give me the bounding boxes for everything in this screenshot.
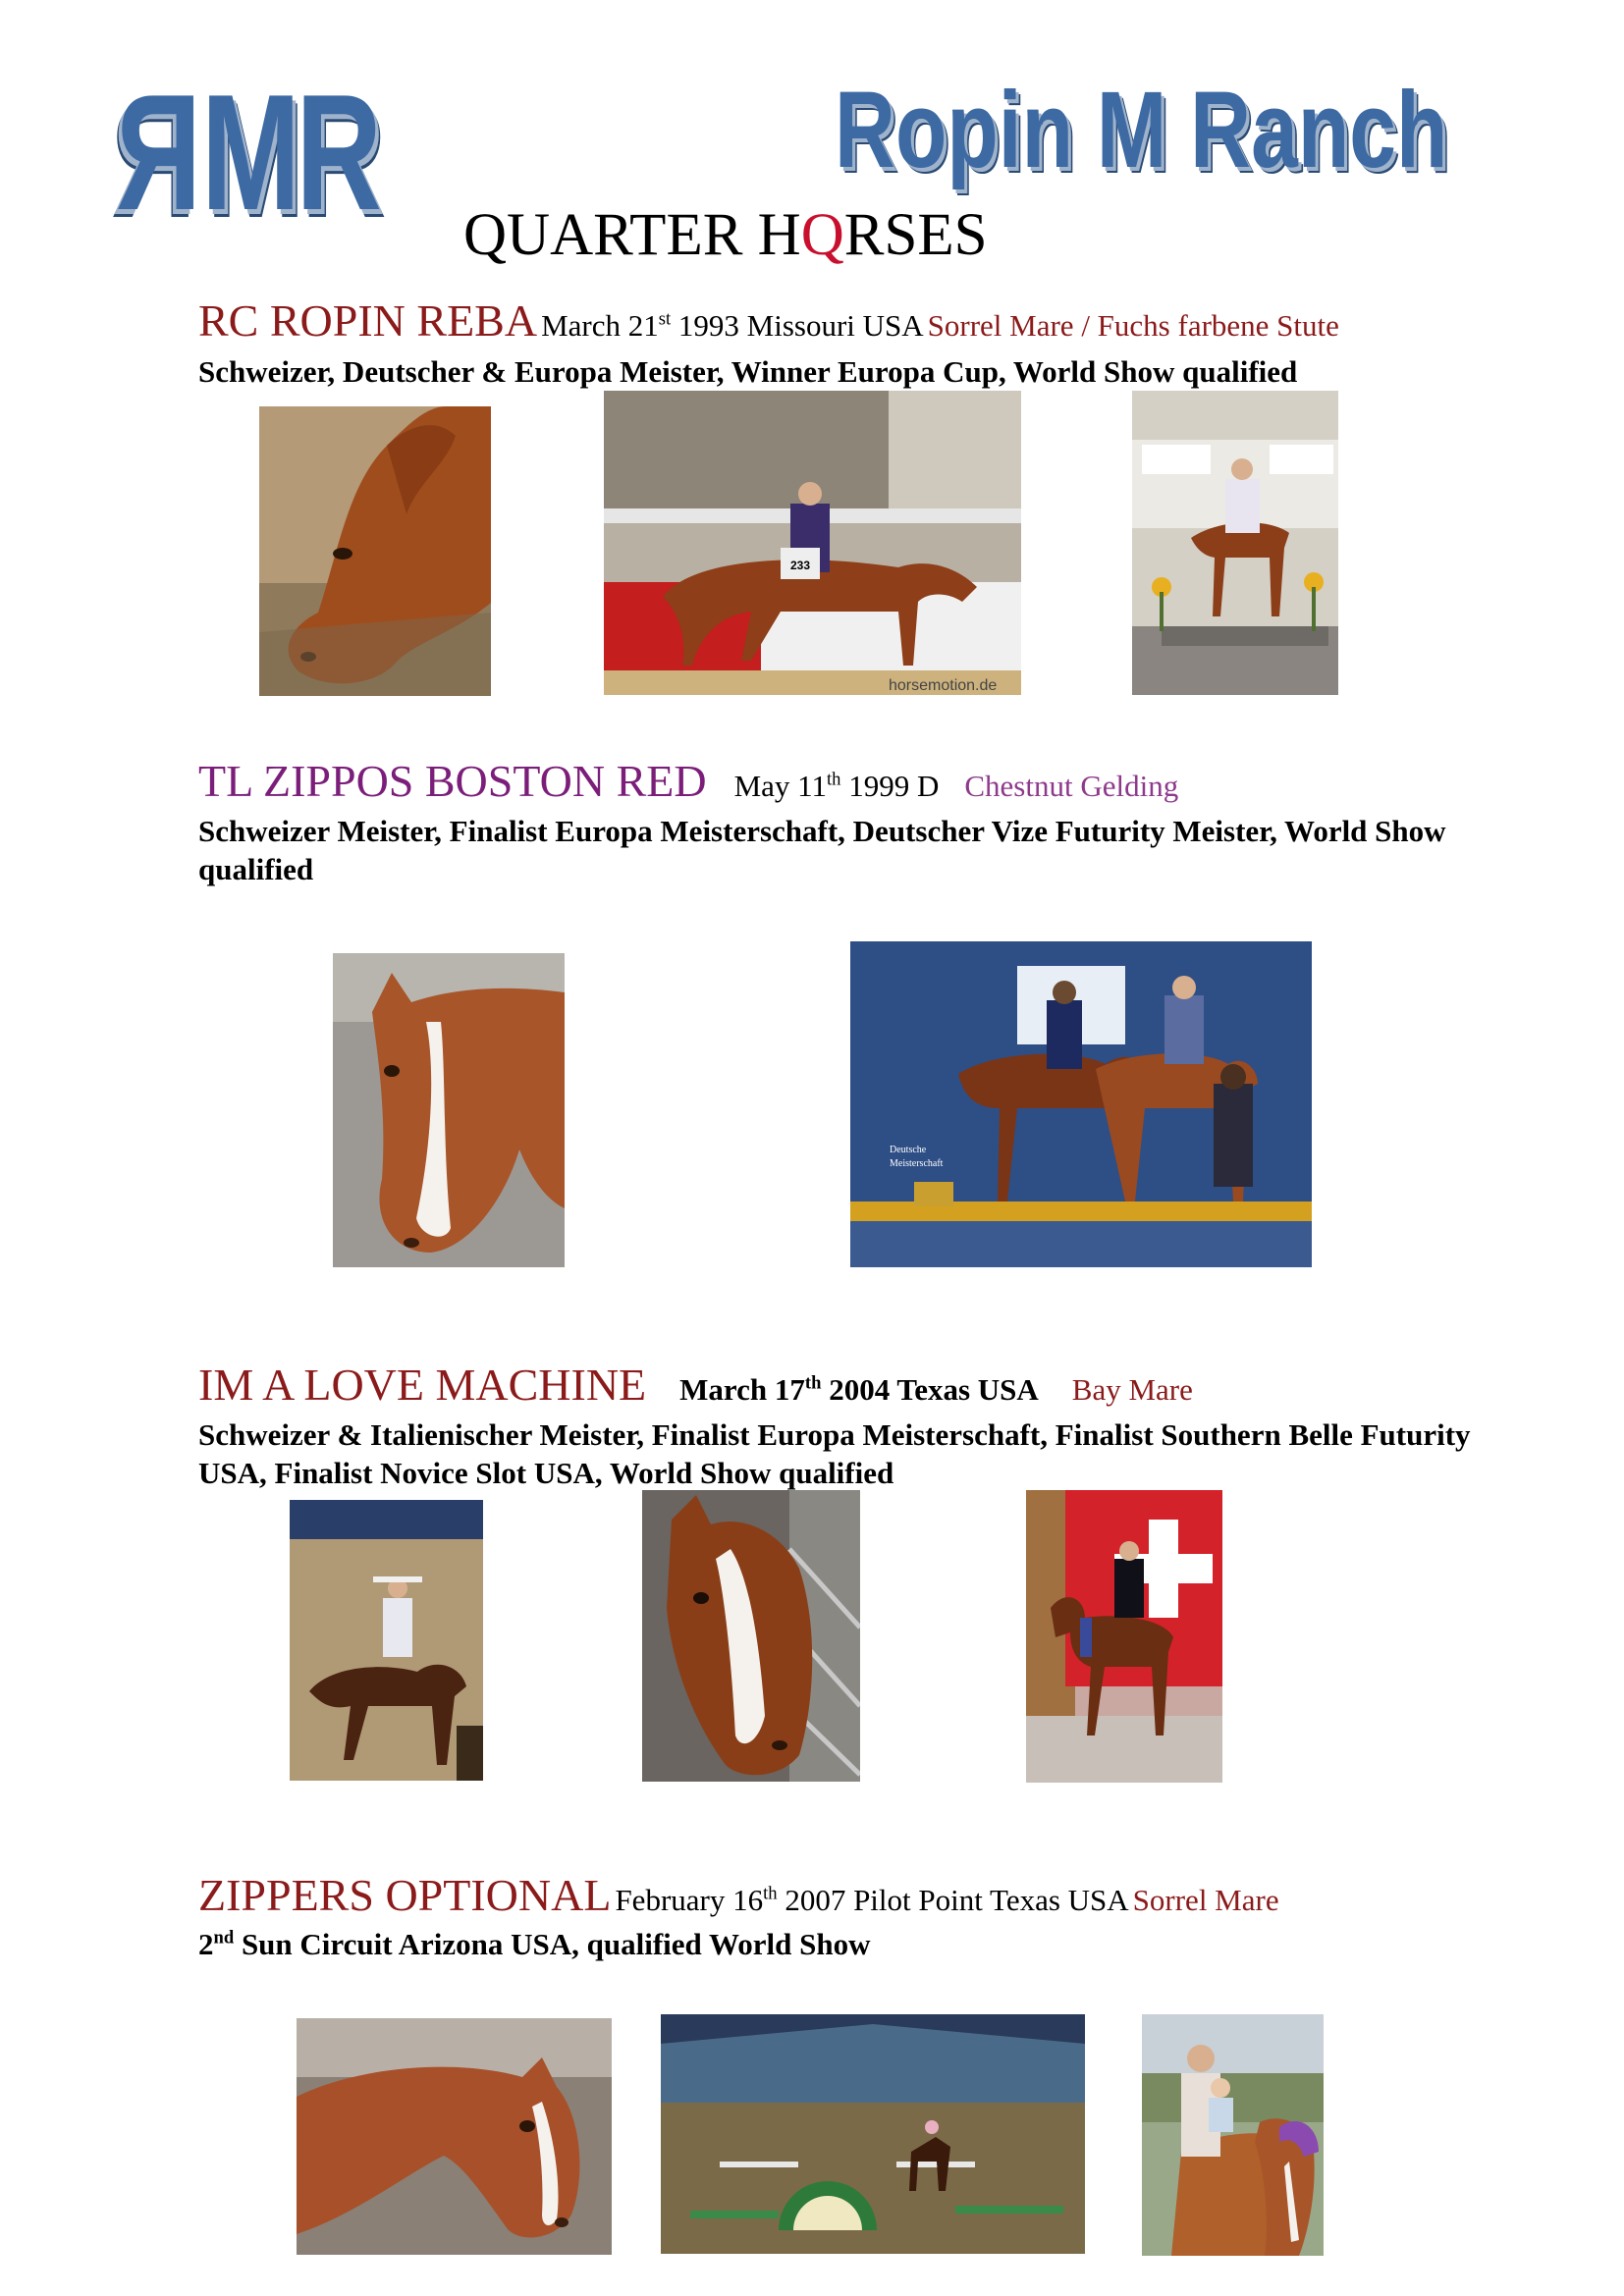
horse-name: IM A LOVE MACHINE xyxy=(198,1360,647,1410)
horse-3-head-photo xyxy=(642,1490,860,1782)
horse-color: Sorrel Mare / Fuchs farbene Stute xyxy=(927,308,1339,343)
horse-1-heading xyxy=(198,294,1339,347)
horsemotion-banner: horsemotion.de xyxy=(889,677,998,694)
horse-2-head-photo xyxy=(333,953,565,1267)
red-q-letter: Q xyxy=(800,202,844,268)
horse-4-head-photo xyxy=(297,2018,612,2255)
horse-color: Sorrel Mare xyxy=(1132,1883,1279,1917)
horse-1-trophy-presentation-photo xyxy=(1132,391,1338,695)
horse-birth-date: March 17th 2004 Texas USA xyxy=(679,1372,1039,1407)
horse-1-show-arena-photo xyxy=(604,391,1021,695)
meisterschaft-sign-line2: Meisterschaft xyxy=(890,1158,944,1169)
quarter-horses-title: QUARTER HQRSES xyxy=(463,202,988,268)
horse-name: RC ROPIN REBA xyxy=(198,295,538,346)
horse-2-heading xyxy=(198,755,1178,807)
rmr-logo: RMR xyxy=(120,60,378,244)
horse-4-child-riding-photo xyxy=(1142,2014,1324,2256)
ranch-title: Ropin M Ranch xyxy=(835,70,1448,190)
horse-4-heading xyxy=(198,1869,1279,1921)
horse-2-achievements: Schweizer Meister, Finalist Europa Meisterschaft, Deutscher Vize Futurity Meister, World Show qualified xyxy=(198,814,1446,886)
horse-name: TL ZIPPOS BOSTON RED xyxy=(198,756,707,806)
horse-birth-date: March 21st 1993 Missouri USA xyxy=(541,308,924,343)
horse-4-achievements: 2nd Sun Circuit Arizona USA, qualified World Show xyxy=(198,1927,871,1961)
horse-4-indoor-arena-photo xyxy=(661,2014,1085,2254)
horse-3-achievements: Schweizer & Italienischer Meister, Finalist Europa Meisterschaft, Finalist Southern Belle Futurity USA, Finalist Novice Slot USA, World Show qualified xyxy=(198,1417,1471,1490)
horse-3-reining-arena-photo xyxy=(290,1500,483,1781)
horse-3-swiss-flag-award-photo xyxy=(1026,1490,1222,1783)
horse-1-achievements: Schweizer, Deutscher & Europa Meister, Winner Europa Cup, World Show qualified xyxy=(198,354,1298,389)
horse-birth-date: May 11th 1999 D xyxy=(733,769,940,803)
horse-3-heading xyxy=(198,1359,1193,1411)
horse-birth-date: February 16th 2007 Pilot Point Texas USA xyxy=(615,1883,1129,1917)
horse-2-championship-ceremony-photo xyxy=(850,941,1312,1267)
horse-color: Chestnut Gelding xyxy=(964,769,1179,803)
competitor-number: 233 xyxy=(789,559,811,572)
horse-color: Bay Mare xyxy=(1071,1372,1193,1407)
horse-name: ZIPPERS OPTIONAL xyxy=(198,1870,612,1920)
horse-1-head-photo xyxy=(259,406,491,696)
meisterschaft-sign-line1: Deutsche xyxy=(890,1145,927,1155)
rmr-logo-reversed-r: R xyxy=(120,60,202,244)
